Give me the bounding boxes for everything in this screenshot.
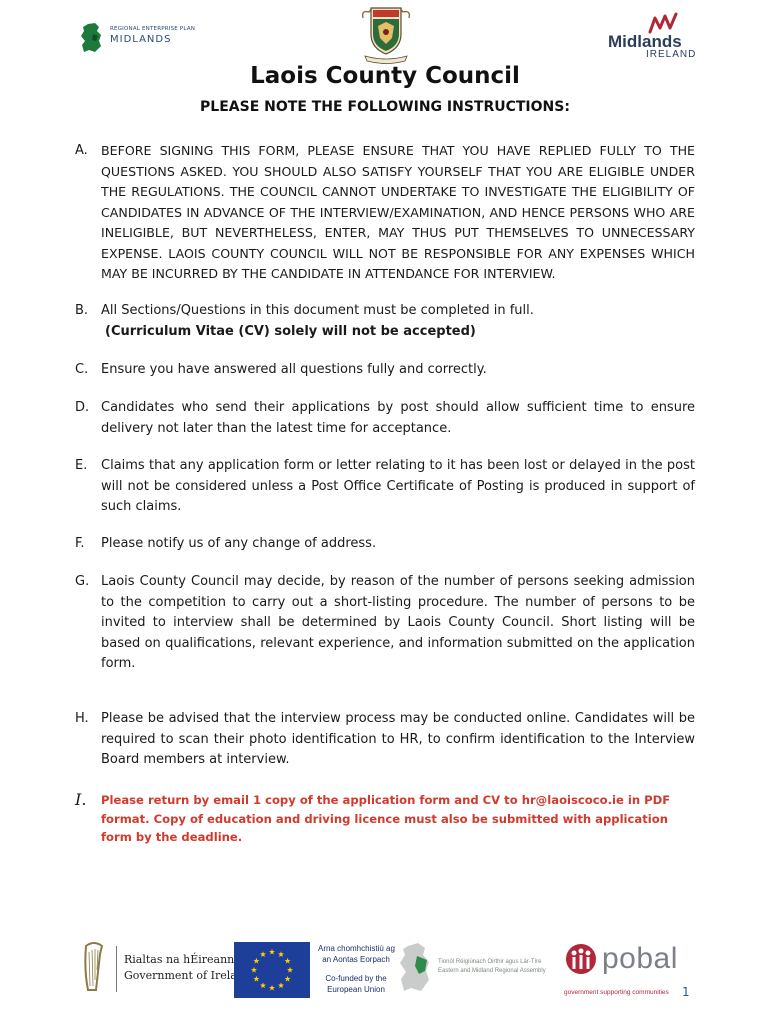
instructions-heading: PLEASE NOTE THE FOLLOWING INSTRUCTIONS: (200, 99, 570, 115)
pobal-wordmark: pobal (602, 942, 678, 975)
eu-star-icon (260, 982, 266, 988)
divider (116, 946, 117, 992)
instruction-item-d (75, 398, 695, 439)
item-text: Please notify us of any change of address. (101, 536, 377, 551)
item-letter: F. (75, 536, 85, 551)
logo-text-line1: REGIONAL ENTERPRISE PLAN (110, 26, 196, 32)
council-crest-icon (357, 4, 415, 64)
email-return-notice: Please return by email 1 copy of the application form and CV to hr@laoiscoco.ie in PDF format. Copy of education and driving licence must also be submitted with application form by the deadline. (101, 793, 671, 844)
regional-enterprise-plan-logo (80, 22, 200, 58)
eu-star-icon (251, 967, 257, 973)
eu-star-icon (260, 951, 266, 957)
cv-notice: (Curriculum Vitae (CV) solely will not be accepted) (105, 323, 476, 339)
harp-icon (78, 940, 108, 996)
regional-assembly-logo (398, 940, 558, 1002)
item-letter: A. (75, 143, 88, 158)
instruction-item-e (75, 456, 695, 518)
item-text: BEFORE SIGNING THIS FORM, PLEASE ENSURE THAT YOU HAVE REPLIED FULLY TO THE QUESTIONS ASKED. YOU SHOULD ALSO SATISFY YOURSELF THAT YOU ARE ELIGIBLE UNDER THE REGULATIONS. THE COUNCIL CANNOT UNDERTAKE TO INVESTIGATE THE ELIGIBILITY OF CANDIDATES IN ADVANCE OF THE INTERVIEW/EXAMINATION, AND HENCE PERSONS WHO ARE INELIGIBLE, BUT NEVERTHELESS, ENTER, MAY THUS PUT THEMSELVES TO UNNECESSARY EXPENSE. LAOIS COUNTY COUNCIL WILL NOT BE RESPONSIBLE FOR ANY EXPENSES WHICH MAY BE INCURRED BY THE CANDIDATE IN ATTENDANCE FOR INTERVIEW. (101, 143, 695, 281)
pobal-logo (562, 940, 690, 1002)
midlands-ireland-logo (600, 12, 697, 60)
item-text: Candidates who send their applications by post should allow sufficient time to ensure delivery not later than the latest time for acceptance. (101, 400, 695, 436)
region-map-icon (398, 940, 438, 996)
item-letter: B. (75, 303, 89, 318)
item-text: Claims that any application form or letter relating to it has been lost or delayed in the post will not be considered unless a Post Office Certificate of Posting is produced in support of such claims. (101, 458, 695, 514)
instruction-item-a (75, 141, 695, 285)
item-text: Ensure you have answered all questions fully and correctly. (101, 362, 487, 377)
item-text: Please be advised that the interview process may be conducted online. Candidates will be required to scan their photo identification to HR, to confirm identification to the Interview Board members at interview. (101, 711, 695, 767)
eu-irish-line1: Arna chomhchistiú ag (318, 944, 395, 953)
pobal-people-icon (564, 942, 598, 982)
item-letter: C. (75, 362, 89, 377)
eu-irish-line2: an Aontas Eorpach (322, 955, 390, 964)
eu-star-icon (253, 976, 259, 982)
eu-star-icon (269, 949, 275, 955)
gov-english-name: Government of Ireland (124, 969, 251, 982)
eu-star-icon (269, 985, 275, 991)
ireland-map-icon (80, 22, 104, 54)
eu-flag-icon (234, 942, 310, 998)
instruction-item-g (75, 572, 695, 675)
instruction-item-f (75, 534, 695, 555)
government-of-ireland-logo (78, 940, 251, 1002)
logo-text-line2: MIDLANDS (110, 34, 172, 45)
item-letter: H. (75, 711, 89, 726)
item-text: All Sections/Questions in this document must be completed in full. (101, 303, 534, 318)
eu-star-icon (285, 976, 291, 982)
item-letter: G. (75, 574, 90, 589)
eu-cofunded-logo (234, 940, 394, 1002)
item-letter: D. (75, 400, 90, 415)
midlands-text: Midlands (608, 32, 682, 51)
gov-irish-name: Rialtas na hÉireann (124, 953, 235, 966)
eu-english-line2: European Union (327, 985, 385, 994)
instruction-item-i (75, 791, 695, 847)
assembly-irish-name: Tionól Réigiúnach Oirthir agus Lár-Tíre (438, 959, 542, 965)
eu-english-line1: Co-funded by the (325, 974, 387, 983)
instruction-item-b (75, 301, 695, 342)
pobal-tagline: government supporting communities (564, 989, 669, 996)
midlands-m-icon (646, 12, 686, 34)
eu-star-icon (285, 958, 291, 964)
eu-star-icon (287, 967, 293, 973)
eu-star-icon (253, 958, 259, 964)
assembly-english-name: Eastern and Midland Regional Assembly (438, 968, 546, 974)
eu-star-icon (278, 982, 284, 988)
page-number: 1 (682, 985, 690, 999)
item-text: Laois County Council may decide, by reason of the number of persons seeking admission to the competition to carry out a short-listing procedure. The number of persons to be invited to interview shall be determined by Laois County Council. Short listing will be based on qualifications, relevant experience, and information submitted on the application form. (101, 574, 695, 671)
instruction-item-c (75, 360, 695, 381)
instruction-item-h (75, 709, 695, 771)
item-letter: I. (75, 790, 87, 809)
item-letter: E. (75, 458, 88, 473)
page-title: Laois County Council (250, 63, 520, 89)
ireland-text: IRELAND (646, 49, 697, 60)
eu-star-icon (278, 951, 284, 957)
